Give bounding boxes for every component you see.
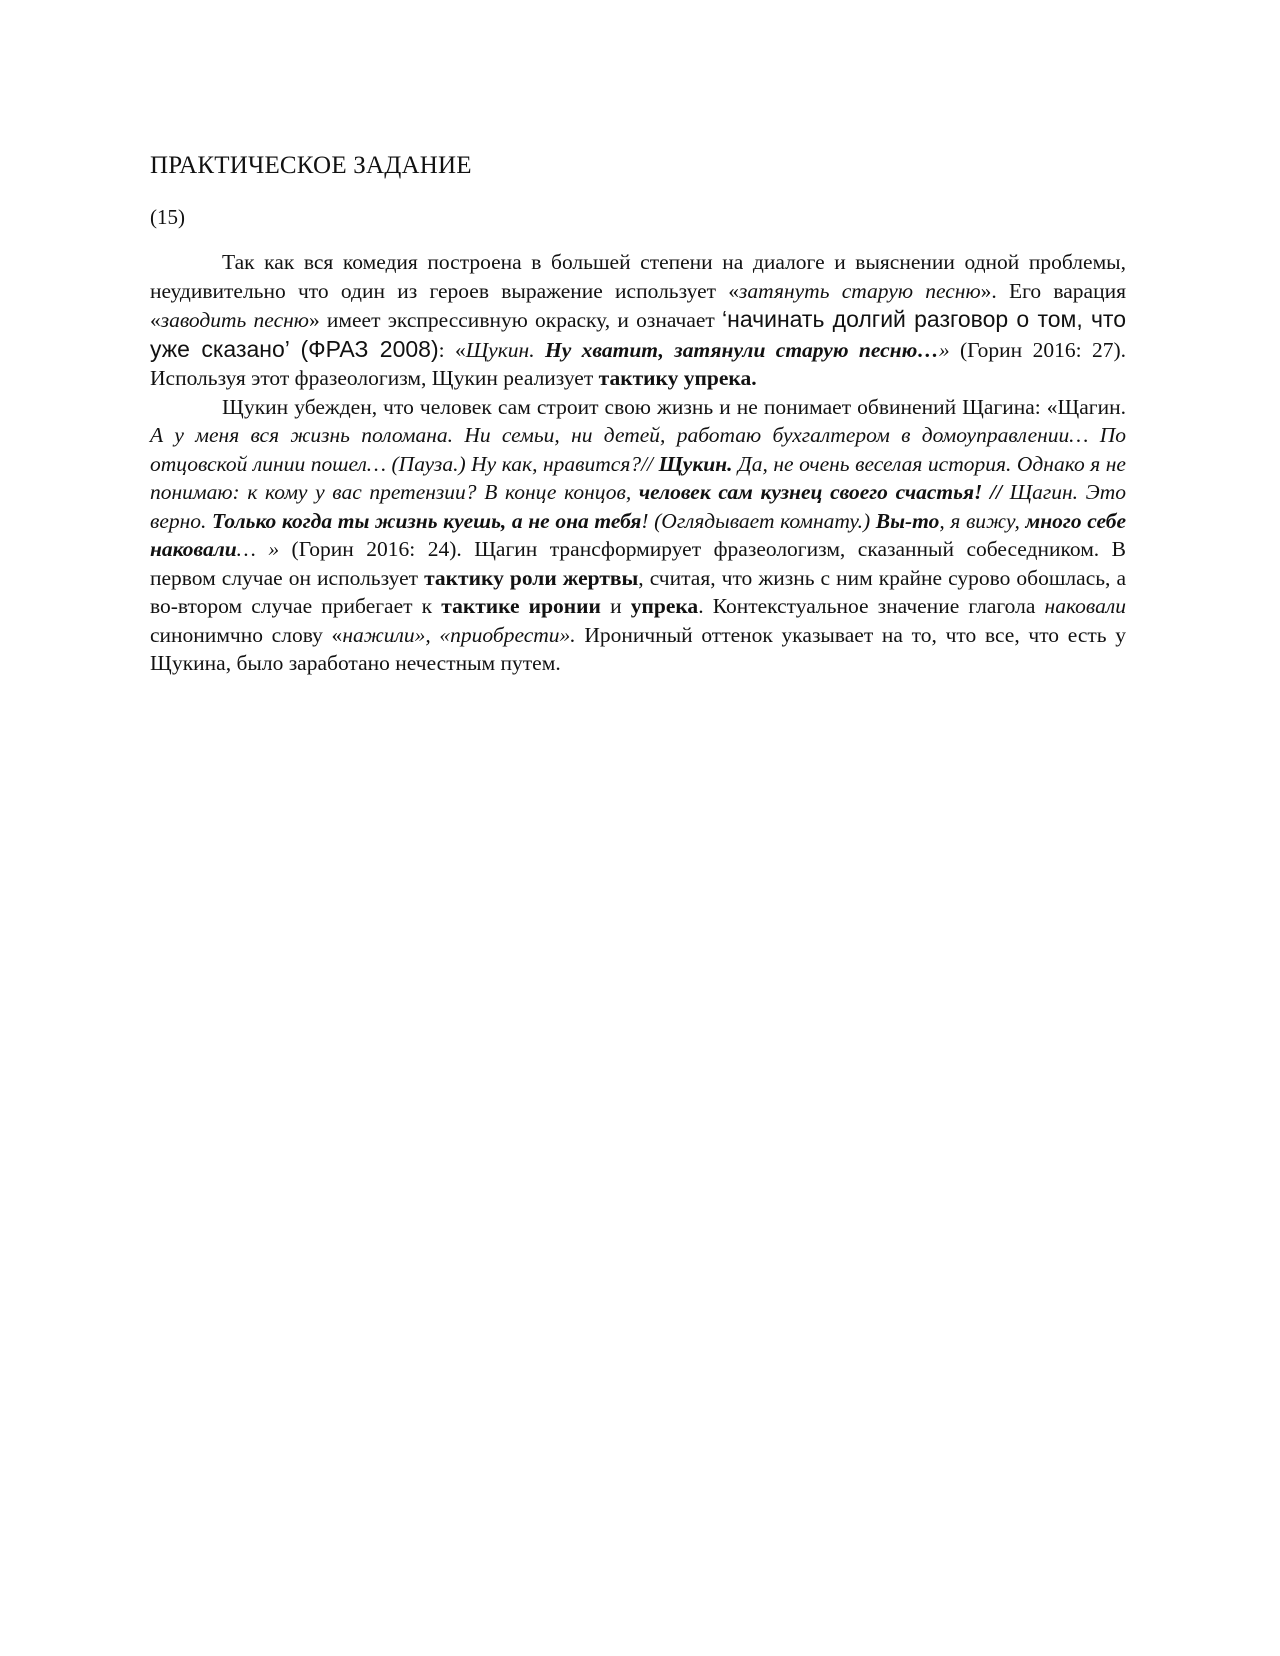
document-body <box>150 248 1126 678</box>
paragraph-2 <box>150 393 1126 678</box>
p2-bold-italic-2: человек сам кузнец своего счастья! // <box>638 480 1002 504</box>
p2-bold-3: упрека <box>630 594 699 618</box>
p2-bold-italic-4: Вы-то <box>875 508 940 533</box>
p2-bold-italic-5: много себе наковали <box>150 508 1127 561</box>
p1-italic-1: затянуть старую песню <box>739 278 981 303</box>
p2-italic-6: … » <box>236 537 280 561</box>
p1-italic-4: » <box>938 337 950 362</box>
p2-bold-2: тактике иронии <box>441 594 601 618</box>
p2-text-1: Щукин убежден, что человек сам строит свою жизнь и не понимает обвинений Щагина: «Щагин. <box>222 394 1126 419</box>
p1-bold-italic-1: Ну хватит, затянули старую песню… <box>544 337 939 362</box>
p2-italic-1: А у меня вся жизнь поломана. Ни семьи, ни детей, работаю бухгалтером в домоуправлении… По отцовской линии пошел… (Пауза.) Ну как, нравится?// <box>150 423 1126 476</box>
p2-text-3: , считая, что жизнь с ним крайне сурово обошлась, а во-втором случае прибегает к <box>150 565 1126 618</box>
p1-bold-1: тактику упрека. <box>598 366 757 390</box>
p2-italic-8: нажили», «приобрести». <box>342 622 576 647</box>
paragraph-1 <box>150 248 1126 393</box>
p2-text-5: . Контекстуальное значение глагола <box>698 594 1045 618</box>
p1-italic-3: Щукин. <box>465 337 545 362</box>
p2-bold-1: тактику роли жертвы <box>424 565 639 590</box>
p1-text-1: Так как вся комедия построена в большей степени на диалоге и выяснении одной проблемы, неудивительно что один из героев выражение использует « <box>150 250 1126 303</box>
p1-text-4: : « <box>438 337 466 362</box>
p2-text-6: синонимчно слову « <box>150 622 343 647</box>
p2-italic-5: , я вижу, <box>939 508 1026 533</box>
p2-text-7: Ироничный оттенок указывает на то, что все, что есть у Щукина, было заработано нечестным путем. <box>150 622 1126 675</box>
p1-definition: ‘начинать долгий разговор о том, что уже сказано’ (ФРАЗ 2008) <box>150 306 1127 362</box>
p2-text-2: (Горин 2016: 24). Щагин трансформирует фразеологизм, сказанный собеседником. В первом случае он использует <box>150 537 1126 590</box>
document-heading: ПРАКТИЧЕСКОЕ ЗАДАНИЕ <box>150 152 472 179</box>
p1-italic-2: заводить песню <box>160 308 309 332</box>
p2-italic-4: ! (Оглядывает комнату.) <box>641 508 876 533</box>
p1-text-3: » имеет экспрессивную окраску, и означает <box>308 308 723 332</box>
p2-bold-italic-1: Щукин. <box>658 451 733 476</box>
task-number: (15) <box>150 205 185 229</box>
p2-italic-3: Щагин. Это верно. <box>150 480 1126 533</box>
p2-italic-7: наковали <box>1044 594 1126 618</box>
p1-text-5: (Горин 2016: 27). Используя этот фразеологизм, Щукин реализует <box>150 337 1126 390</box>
p2-bold-italic-3: Только когда ты жизнь куешь, а не она тебя <box>212 508 642 533</box>
p1-text-2: ». Его варация « <box>150 278 1126 332</box>
p2-text-4: и <box>600 594 631 618</box>
p2-italic-2: Да, не очень веселая история. Однако я не понимаю: к кому у вас претензии? В конце концов, <box>150 451 1126 504</box>
